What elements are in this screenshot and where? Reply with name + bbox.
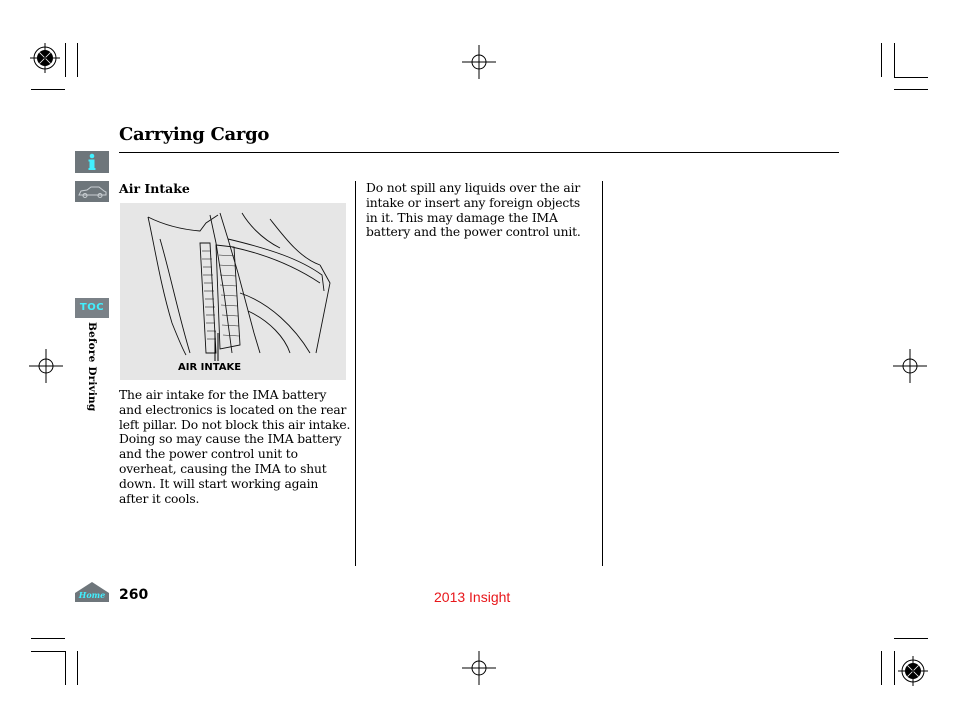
crop-mark xyxy=(894,89,928,90)
crosshair-icon xyxy=(893,349,927,383)
section-side-tab[interactable]: Before Driving xyxy=(86,322,98,412)
crop-mark xyxy=(77,43,78,77)
crop-mark xyxy=(65,651,66,685)
column-divider xyxy=(355,181,356,566)
crosshair-icon xyxy=(29,349,63,383)
crop-mark xyxy=(894,77,928,78)
crop-mark xyxy=(31,651,65,652)
home-label: Home xyxy=(78,590,106,600)
crop-mark xyxy=(881,651,882,685)
crop-mark xyxy=(894,43,895,77)
registration-target-icon xyxy=(898,656,928,686)
crop-mark xyxy=(881,43,882,77)
car-index-button[interactable] xyxy=(75,181,109,202)
crosshair-icon xyxy=(462,651,496,685)
crop-mark xyxy=(894,651,895,685)
column-divider xyxy=(602,181,603,566)
subsection-heading: Air Intake xyxy=(119,181,190,196)
car-icon xyxy=(75,181,109,202)
toc-button[interactable]: TOC xyxy=(75,298,109,318)
crop-mark xyxy=(31,638,65,639)
registration-target-icon xyxy=(30,43,60,73)
crop-mark xyxy=(31,89,65,90)
crop-mark xyxy=(65,43,66,77)
pillar-drawing xyxy=(120,203,346,380)
info-button[interactable] xyxy=(75,151,109,173)
title-divider xyxy=(119,152,839,153)
home-button[interactable] xyxy=(74,581,110,603)
info-icon xyxy=(75,151,109,173)
middle-column-paragraph: Do not spill any liquids over the air intake or insert any foreign objects in it. This may damage the IMA battery and the power control unit. xyxy=(366,181,581,240)
page-title: Carrying Cargo xyxy=(119,124,270,145)
left-column-paragraph: The air intake for the IMA battery and electronics is located on the rear left pillar. Do not block this air intake. Doing so may cause the IMA battery and the power control unit to overheat, causing the IMA to shut down. It will start working again after it cools. xyxy=(119,388,351,506)
crop-mark xyxy=(77,651,78,685)
page-number: 260 xyxy=(119,587,149,603)
crosshair-icon xyxy=(462,45,496,79)
footer-model-name: 2013 Insight xyxy=(434,589,511,605)
crop-mark xyxy=(894,638,928,639)
air-intake-illustration xyxy=(120,203,346,380)
figure-callout-label: AIR INTAKE xyxy=(178,362,242,373)
